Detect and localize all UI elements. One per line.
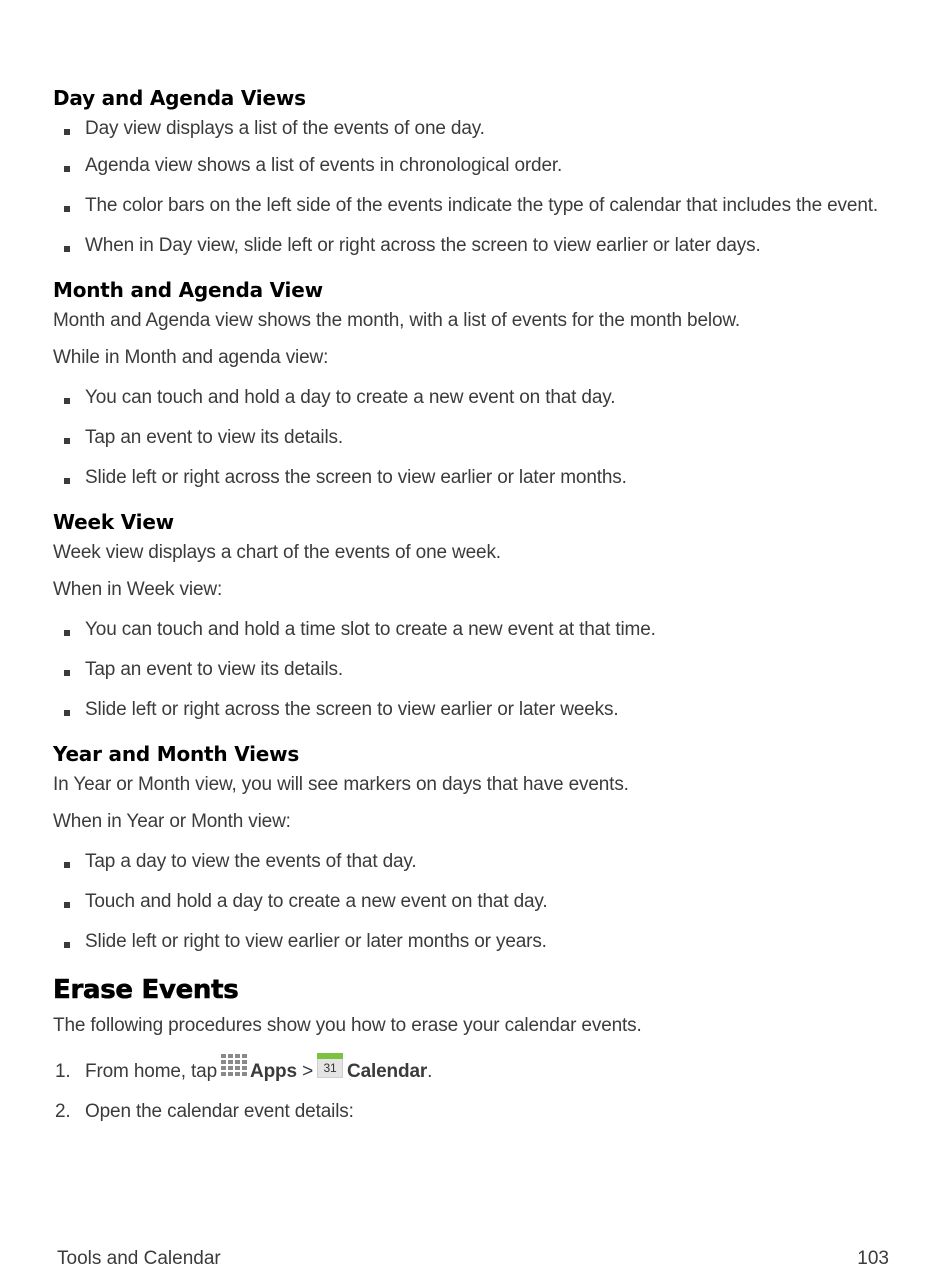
year-month-bullet-list (53, 842, 913, 962)
bullet-square-icon (64, 902, 70, 908)
bullet-square-icon (64, 630, 70, 636)
bullet-square-icon (64, 129, 70, 135)
week-lead: When in Week view: (53, 579, 223, 600)
list-item: Slide left or right to view earlier or later months or years. (53, 922, 913, 962)
day-agenda-bullet-list (53, 112, 913, 266)
month-agenda-bullet-list (53, 378, 913, 498)
list-item: Tap an event to view its details. (53, 650, 913, 690)
bullet-square-icon (64, 478, 70, 484)
bullet-square-icon (64, 246, 70, 252)
list-item: Tap a day to view the events of that day. (53, 842, 913, 882)
bullet-square-icon (64, 166, 70, 172)
list-item: Touch and hold a day to create a new event on that day. (53, 882, 913, 922)
week-bullet-list (53, 610, 913, 730)
bullet-square-icon (64, 942, 70, 948)
heading-week-view: Week View (53, 510, 174, 534)
step-item: 1. From home, tap Apps > 31 Calendar. (53, 1046, 913, 1092)
document-page (53, 84, 913, 1132)
step-number: 2. (55, 1101, 71, 1122)
month-agenda-intro: Month and Agenda view shows the month, with a list of events for the month below. (53, 310, 741, 331)
heading-day-agenda-views: Day and Agenda Views (53, 86, 306, 110)
list-item: Tap an event to view its details. (53, 418, 913, 458)
bullet-square-icon (64, 206, 70, 212)
list-item: Agenda view shows a list of events in chronological order. (53, 146, 913, 186)
heading-erase-events: Erase Events (53, 975, 239, 1005)
heading-month-agenda-view: Month and Agenda View (53, 278, 323, 302)
heading-year-month-views: Year and Month Views (53, 742, 300, 766)
bullet-square-icon (64, 670, 70, 676)
calendar-label: Calendar (347, 1061, 428, 1082)
bullet-square-icon (64, 398, 70, 404)
week-intro: Week view displays a chart of the events of one week. (53, 542, 501, 563)
month-agenda-lead: While in Month and agenda view: (53, 347, 329, 368)
step-item: 2. Open the calendar event details: (53, 1092, 913, 1132)
erase-intro: The following procedures show you how to erase your calendar events. (53, 1015, 642, 1036)
erase-steps-list (53, 1046, 913, 1132)
list-item: The color bars on the left side of the events indicate the type of calendar that includes the event. (53, 186, 913, 226)
year-month-lead: When in Year or Month view: (53, 811, 291, 832)
list-item: You can touch and hold a day to create a new event on that day. (53, 378, 913, 418)
list-item: Slide left or right across the screen to view earlier or later months. (53, 458, 913, 498)
bullet-square-icon (64, 438, 70, 444)
footer-page-number: 103 (857, 1248, 889, 1269)
calendar-icon: 31 (317, 1053, 343, 1078)
list-item: When in Day view, slide left or right across the screen to view earlier or later days. (53, 226, 913, 266)
list-item: You can touch and hold a time slot to create a new event at that time. (53, 610, 913, 650)
list-item: Day view displays a list of the events of one day. (53, 112, 913, 146)
apps-grid-icon (220, 1053, 248, 1079)
bullet-square-icon (64, 862, 70, 868)
year-month-intro: In Year or Month view, you will see markers on days that have events. (53, 774, 629, 795)
list-item: Slide left or right across the screen to view earlier or later weeks. (53, 690, 913, 730)
apps-label: Apps (250, 1061, 297, 1082)
footer-section-title: Tools and Calendar (57, 1248, 221, 1269)
step-number: 1. (55, 1061, 71, 1082)
bullet-square-icon (64, 710, 70, 716)
